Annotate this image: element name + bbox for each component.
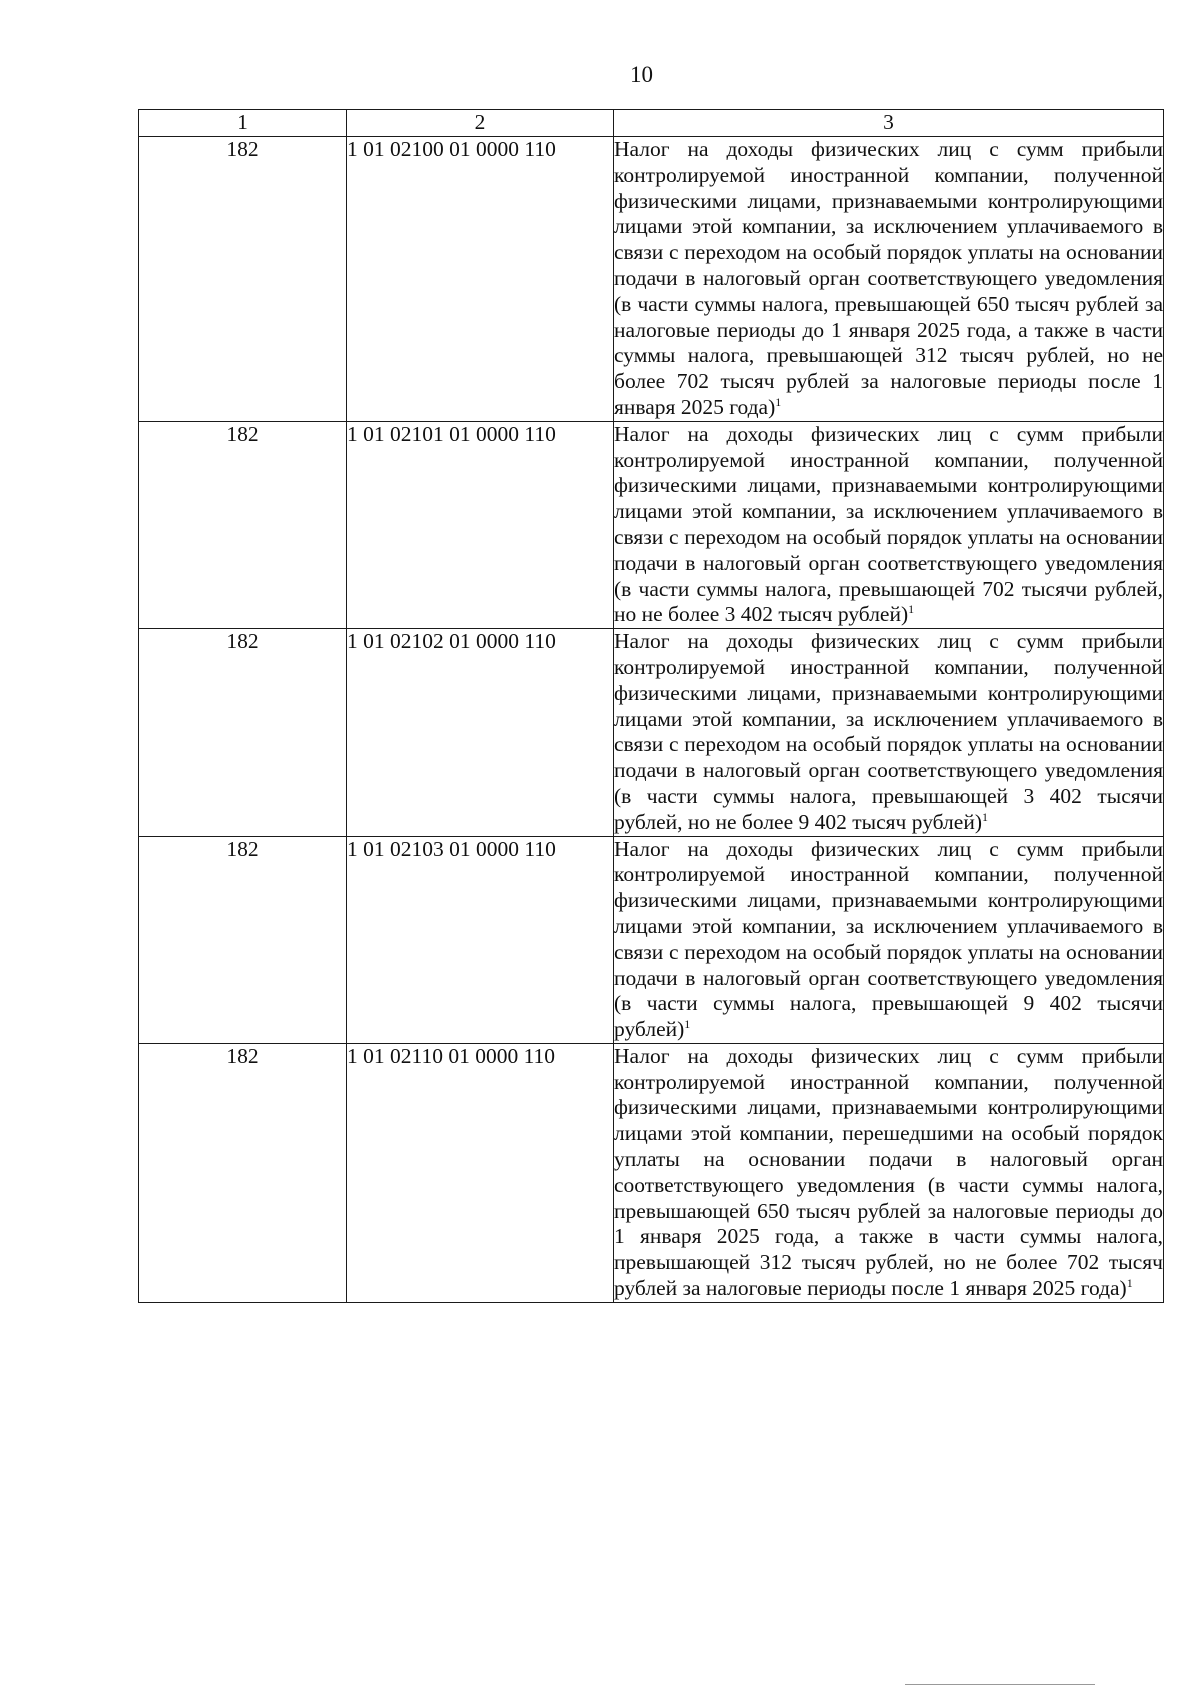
description-cell [614,421,1164,628]
admin-code-cell: 182 [139,421,347,628]
description-cell [614,629,1164,836]
column-header-2: 2 [347,110,614,137]
budget-code-cell: 1 01 02100 01 0000 110 [347,137,614,422]
description-cell [614,137,1164,422]
table-row [139,629,1164,836]
description-cell [614,836,1164,1043]
footer-rule [905,1684,1095,1685]
table-row [139,421,1164,628]
description-text: Налог на доходы физических лиц с сумм прибыли контролируемой иностранной компании, полученной физическими лицами, признаваемыми контролирующими лицами этой компании, перешедшими на особый порядок уплаты на основании подачи в налоговый орган соответствующего уведомления (в части суммы налога, превышающей 650 тысяч рублей за налоговые периоды до 1 января 2025 года, а также в части суммы налога, превышающей 312 тысяч рублей, но не более 702 тысяч рублей за налоговые периоды после 1 января 2025 года) [614,1043,1163,1301]
footnote-marker: 1 [684,1017,691,1032]
admin-code-cell: 182 [139,836,347,1043]
description-cell [614,1043,1164,1302]
table-row [139,137,1164,422]
footnote-marker: 1 [775,394,782,409]
table-row [139,1043,1164,1302]
description-text: Налог на доходы физических лиц с сумм прибыли контролируемой иностранной компании, полученной физическими лицами, признаваемыми контролирующими лицами этой компании, за исключением уплачиваемого в связи с переходом на особый порядок уплаты на основании подачи в налоговый орган соответствующего уведомления (в части суммы налога, превышающей 9 402 тысячи рублей) [614,836,1163,1042]
footnote-marker: 1 [1126,1276,1133,1291]
budget-code-cell: 1 01 02110 01 0000 110 [347,1043,614,1302]
budget-code-cell: 1 01 02103 01 0000 110 [347,836,614,1043]
page-number: 10 [630,62,653,87]
table-header-row [139,110,1164,137]
footnote-marker: 1 [908,602,915,617]
admin-code-cell: 182 [139,1043,347,1302]
description-text: Налог на доходы физических лиц с сумм прибыли контролируемой иностранной компании, полученной физическими лицами, признаваемыми контролирующими лицами этой компании, за исключением уплачиваемого в связи с переходом на особый порядок уплаты на основании подачи в налоговый орган соответствующего уведомления (в части суммы налога, превышающей 650 тысяч рублей за налоговые периоды до 1 января 2025 года, а также в части суммы налога, превышающей 312 тысяч рублей, но не более 702 тысяч рублей за налоговые периоды после 1 января 2025 года) [614,137,1163,419]
description-text: Налог на доходы физических лиц с сумм прибыли контролируемой иностранной компании, полученной физическими лицами, признаваемыми контролирующими лицами этой компании, за исключением уплачиваемого в связи с переходом на особый порядок уплаты на основании подачи в налоговый орган соответствующего уведомления (в части суммы налога, превышающей 3 402 тысячи рублей, но не более 9 402 тысяч рублей) [614,629,1163,834]
column-header-3: 3 [614,110,1164,137]
footnote-marker: 1 [982,809,988,824]
budget-code-cell: 1 01 02102 01 0000 110 [347,629,614,836]
admin-code-cell: 182 [139,137,347,422]
column-header-1: 1 [139,110,347,137]
admin-code-cell: 182 [139,629,347,836]
description-text: Налог на доходы физических лиц с сумм прибыли контролируемой иностранной компании, полученной физическими лицами, признаваемыми контролирующими лицами этой компании, за исключением уплачиваемого в связи с переходом на особый порядок уплаты на основании подачи в налоговый орган соответствующего уведомления (в части суммы налога, превышающей 702 тысячи рублей, но не более 3 402 тысяч рублей) [614,421,1163,627]
budget-classification-table [138,109,1164,1303]
table-row [139,836,1164,1043]
budget-code-cell: 1 01 02101 01 0000 110 [347,421,614,628]
